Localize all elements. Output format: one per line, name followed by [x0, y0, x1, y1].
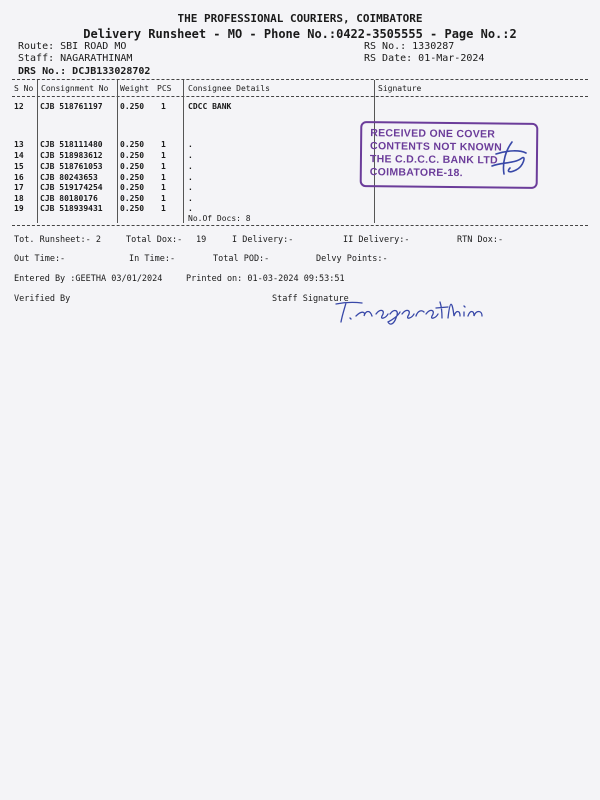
- row-pcs: 1: [161, 204, 166, 213]
- row-consignment: CJB 80243653: [40, 173, 98, 182]
- row-sno: 15: [14, 162, 24, 171]
- row-weight: 0.250: [120, 102, 145, 111]
- tot-runsheet: Tot. Runsheet:- 2: [14, 235, 101, 245]
- row-consignment: CJB 80180176: [40, 194, 98, 203]
- row-details: .: [188, 140, 193, 149]
- staff-handwritten-signature: [332, 294, 488, 330]
- company-name: THE PROFESSIONAL COURIERS, COIMBATORE: [177, 12, 423, 25]
- table-header-sno: S No: [14, 84, 34, 93]
- total-dox-value: 19: [196, 235, 207, 245]
- receiver-signature: [486, 136, 532, 182]
- row-details: .: [188, 183, 193, 192]
- row-consignment: CJB 518983612: [40, 151, 103, 160]
- row-consignment: CJB 519174254: [40, 183, 103, 192]
- row-consignment: CJB 518761197: [40, 102, 103, 111]
- printed-on: Printed on: 01-03-2024 09:53:51: [186, 274, 345, 284]
- row-details: CDCC BANK: [188, 102, 232, 111]
- entered-by: Entered By :GEETHA 03/01/2024: [14, 274, 163, 284]
- stamp-line: RECEIVED ONE COVER: [370, 127, 496, 141]
- row-weight: 0.250: [120, 162, 145, 171]
- out-time: Out Time:-: [14, 254, 66, 264]
- drs-number: DRS No.: DCJB133028702: [18, 66, 151, 77]
- row-details: .: [188, 204, 193, 213]
- route-label: Route: SBI ROAD MO: [18, 41, 127, 52]
- table-header-pcs: PCS: [157, 84, 172, 93]
- table-row: [0, 102, 600, 113]
- row-details: .: [188, 194, 193, 203]
- staff-label: Staff: NAGARATHINAM: [18, 53, 133, 64]
- row-weight: 0.250: [120, 140, 145, 149]
- rs-date: RS Date: 01-Mar-2024: [364, 53, 485, 64]
- divider: [12, 79, 588, 80]
- table-header-consignee: Consignee Details: [188, 84, 270, 93]
- rtn-dox: RTN Dox:-: [457, 235, 504, 245]
- row-weight: 0.250: [120, 151, 145, 160]
- staff-signature-label: Staff Signature: [272, 294, 349, 304]
- row-consignment: CJB 518939431: [40, 204, 103, 213]
- table-header-signature: Signature: [378, 84, 422, 93]
- row-pcs: 1: [161, 151, 166, 160]
- row-sno: 14: [14, 151, 24, 160]
- divider: [12, 96, 588, 97]
- row-details: .: [188, 151, 193, 160]
- row-pcs: 1: [161, 102, 166, 111]
- row-sno: 19: [14, 204, 24, 213]
- verified-by: Verified By: [14, 294, 71, 304]
- row-sno: 17: [14, 183, 24, 192]
- row-pcs: 1: [161, 194, 166, 203]
- row-weight: 0.250: [120, 204, 145, 213]
- row-pcs: 1: [161, 183, 166, 192]
- delvy-points: Delvy Points:-: [316, 254, 388, 264]
- total-dox-label: Total Dox:-: [126, 235, 183, 245]
- row-consignment: CJB 518761053: [40, 162, 103, 171]
- table-header-consignment: Consignment No: [41, 84, 109, 93]
- rs-number: RS No.: 1330287: [364, 41, 455, 52]
- row-consignment: CJB 518111480: [40, 140, 103, 149]
- ii-delivery: II Delivery:-: [343, 235, 410, 245]
- row-sno: 16: [14, 173, 24, 182]
- table-header-weight: Weight: [120, 84, 149, 93]
- stamp-line: COIMBATORE-18.: [369, 166, 463, 180]
- row-pcs: 1: [161, 140, 166, 149]
- divider: [12, 225, 588, 226]
- row-pcs: 1: [161, 173, 166, 182]
- total-pod: Total POD:-: [213, 254, 270, 264]
- row-pcs: 1: [161, 162, 166, 171]
- docs-count: No.Of Docs: 8: [188, 214, 251, 223]
- in-time: In Time:-: [129, 254, 176, 264]
- row-weight: 0.250: [120, 183, 145, 192]
- row-sno: 13: [14, 140, 24, 149]
- table-row: [0, 204, 600, 215]
- runsheet-subtitle: Delivery Runsheet - MO - Phone No.:0422-3505555 - Page No.:2: [83, 27, 517, 41]
- row-weight: 0.250: [120, 173, 145, 182]
- stamp-line: CONTENTS NOT KNOWN: [370, 140, 503, 154]
- row-weight: 0.250: [120, 194, 145, 203]
- row-details: .: [188, 162, 193, 171]
- i-delivery: I Delivery:-: [232, 235, 294, 245]
- row-sno: 18: [14, 194, 24, 203]
- row-sno: 12: [14, 102, 24, 111]
- row-details: .: [188, 173, 193, 182]
- stamp-line: THE C.D.C.C. BANK LTD: [369, 153, 499, 167]
